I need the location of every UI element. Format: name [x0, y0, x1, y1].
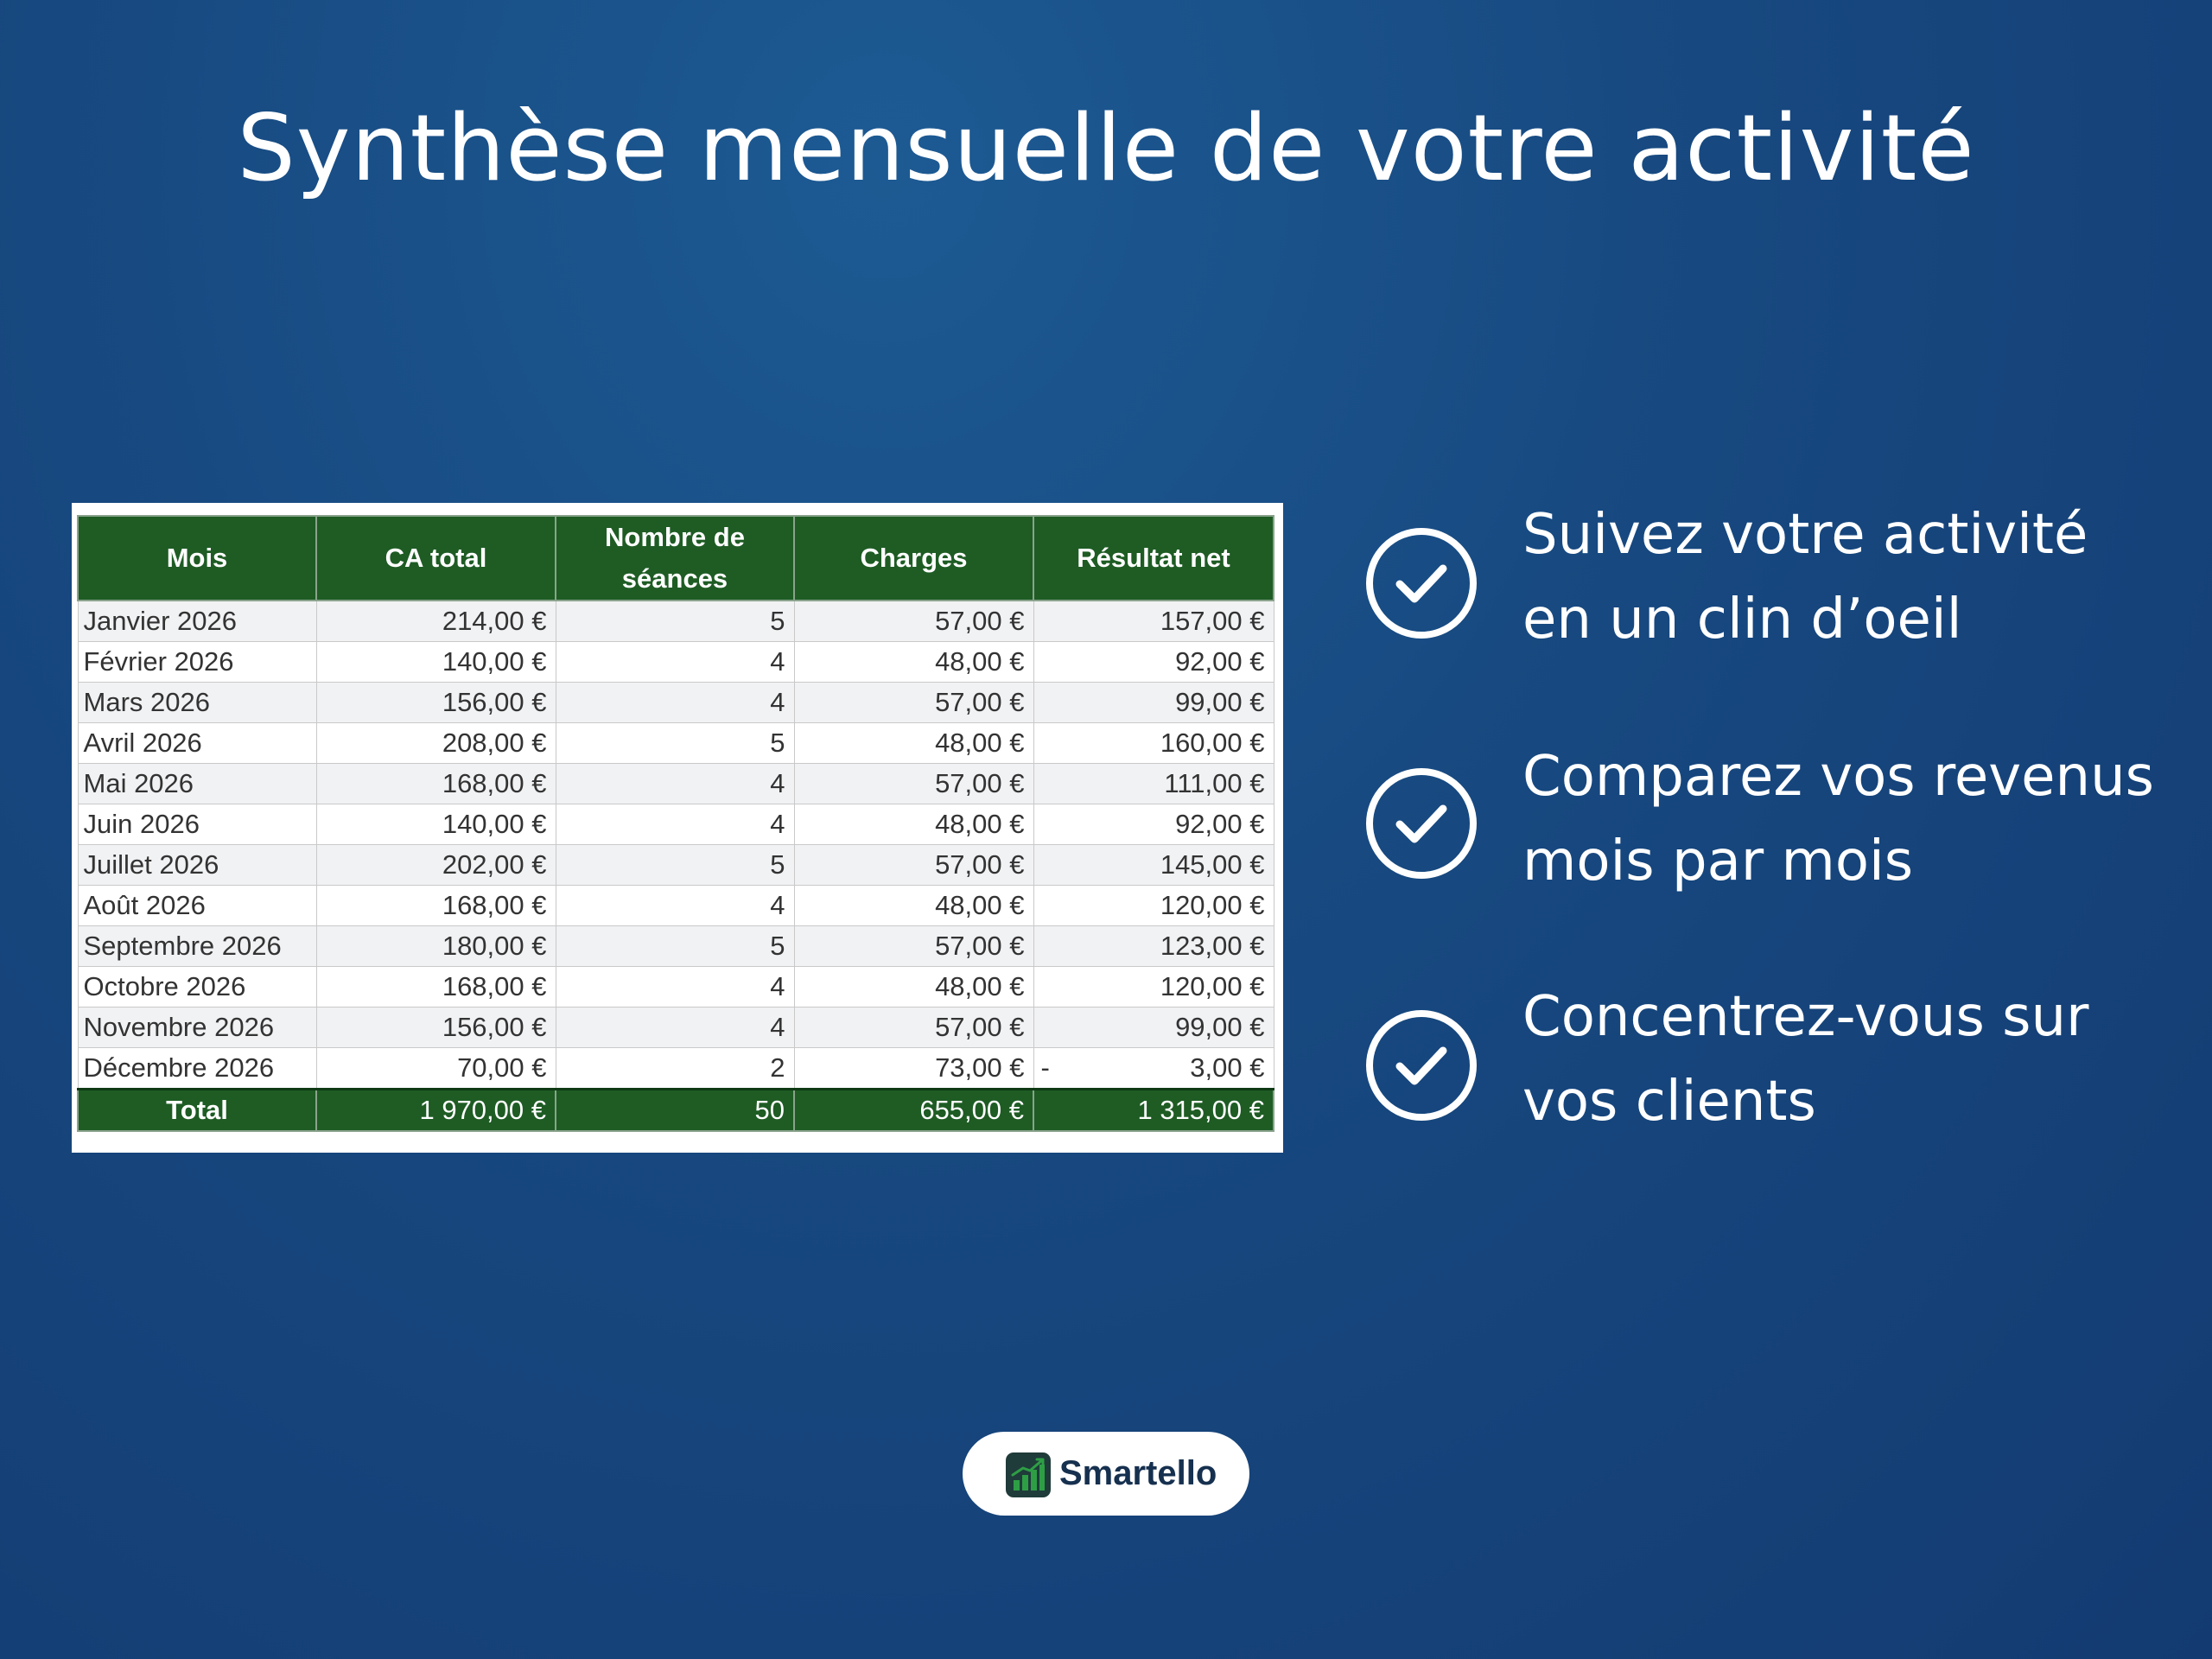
cell-resultat-net	[1033, 723, 1274, 764]
cell-sessions: 5	[556, 926, 794, 967]
net-value: 120,00 €	[1160, 890, 1265, 920]
cell-sessions: 4	[556, 886, 794, 926]
feature-item-3	[1365, 983, 2195, 1156]
table-header-row	[78, 516, 1274, 601]
cell-ca-total: 202,00 €	[316, 845, 556, 886]
monthly-summary-table	[77, 515, 1274, 1132]
net-value: 160,00 €	[1160, 728, 1265, 758]
cell-month: Juillet 2026	[78, 845, 316, 886]
cell-ca-total: 156,00 €	[316, 683, 556, 723]
cell-ca-total: 180,00 €	[316, 926, 556, 967]
check-circle-icon	[1365, 1009, 1478, 1122]
cell-ca-total: 70,00 €	[316, 1048, 556, 1090]
table-row	[78, 601, 1274, 642]
total-net: 1 315,00 €	[1033, 1090, 1274, 1132]
cell-ca-total: 208,00 €	[316, 723, 556, 764]
net-value: 92,00 €	[1175, 809, 1265, 839]
net-value: 157,00 €	[1160, 606, 1265, 636]
cell-resultat-net	[1033, 967, 1274, 1007]
cell-charges: 57,00 €	[794, 764, 1033, 804]
table-row	[78, 683, 1274, 723]
feature-text-1	[1522, 493, 2088, 662]
net-value: 120,00 €	[1160, 971, 1265, 1001]
header-nombre-seances: Nombre de séances	[556, 516, 794, 601]
total-ca: 1 970,00 €	[316, 1090, 556, 1132]
feature-line: Suivez votre activité	[1522, 503, 2088, 567]
cell-sessions: 4	[556, 642, 794, 683]
cell-ca-total: 168,00 €	[316, 764, 556, 804]
net-value: 92,00 €	[1175, 646, 1265, 677]
table-row	[78, 967, 1274, 1007]
cell-month: Février 2026	[78, 642, 316, 683]
table-row	[78, 804, 1274, 845]
net-value: 111,00 €	[1164, 768, 1265, 798]
total-label: Total	[78, 1090, 316, 1132]
table-row	[78, 926, 1274, 967]
cell-month: Mai 2026	[78, 764, 316, 804]
cell-resultat-net	[1033, 926, 1274, 967]
total-sessions: 50	[556, 1090, 794, 1132]
cell-month: Août 2026	[78, 886, 316, 926]
cell-charges: 57,00 €	[794, 845, 1033, 886]
net-value: 99,00 €	[1175, 1012, 1265, 1042]
net-value: 99,00 €	[1175, 687, 1265, 717]
cell-charges: 48,00 €	[794, 886, 1033, 926]
table-row	[78, 764, 1274, 804]
cell-sessions: 4	[556, 1007, 794, 1048]
cell-sessions: 4	[556, 967, 794, 1007]
bar-chart-growth-icon	[1006, 1452, 1051, 1497]
table-total-row	[78, 1090, 1274, 1132]
cell-charges: 57,00 €	[794, 601, 1033, 642]
feature-line: Concentrez-vous sur	[1522, 985, 2089, 1049]
cell-sessions: 4	[556, 683, 794, 723]
cell-month: Avril 2026	[78, 723, 316, 764]
feature-line: mois par mois	[1522, 830, 1914, 893]
cell-month: Janvier 2026	[78, 601, 316, 642]
feature-line: vos clients	[1522, 1070, 1816, 1134]
net-value: 3,00 €	[1190, 1052, 1265, 1083]
check-circle-icon	[1365, 527, 1478, 639]
cell-charges: 48,00 €	[794, 967, 1033, 1007]
header-mois: Mois	[78, 516, 316, 601]
brand-logo-pill	[963, 1432, 1249, 1516]
cell-resultat-net	[1033, 764, 1274, 804]
cell-resultat-net	[1033, 601, 1274, 642]
cell-ca-total: 168,00 €	[316, 886, 556, 926]
feature-line: en un clin d’oeil	[1522, 588, 1962, 652]
feature-item-2	[1365, 743, 2195, 916]
cell-month: Septembre 2026	[78, 926, 316, 967]
cell-ca-total: 168,00 €	[316, 967, 556, 1007]
cell-charges: 48,00 €	[794, 642, 1033, 683]
table-row	[78, 723, 1274, 764]
cell-charges: 57,00 €	[794, 1007, 1033, 1048]
cell-ca-total: 140,00 €	[316, 642, 556, 683]
table-row	[78, 642, 1274, 683]
table-body	[78, 601, 1274, 1090]
cell-sessions: 4	[556, 764, 794, 804]
page-title: Synthèse mensuelle de votre activité	[237, 95, 1975, 201]
total-charges: 655,00 €	[794, 1090, 1033, 1132]
cell-sessions: 5	[556, 723, 794, 764]
header-resultat-net: Résultat net	[1033, 516, 1274, 601]
cell-sessions: 5	[556, 601, 794, 642]
check-circle-icon	[1365, 767, 1478, 880]
cell-resultat-net	[1033, 845, 1274, 886]
cell-resultat-net	[1033, 683, 1274, 723]
cell-sessions: 2	[556, 1048, 794, 1090]
cell-month: Décembre 2026	[78, 1048, 316, 1090]
cell-charges: 57,00 €	[794, 926, 1033, 967]
cell-resultat-net	[1033, 886, 1274, 926]
cell-sessions: 5	[556, 845, 794, 886]
cell-month: Mars 2026	[78, 683, 316, 723]
cell-sessions: 4	[556, 804, 794, 845]
cell-charges: 73,00 €	[794, 1048, 1033, 1090]
feature-item-1	[1365, 501, 2195, 674]
feature-line: Comparez vos revenus	[1522, 745, 2154, 809]
header-charges: Charges	[794, 516, 1033, 601]
table-row	[78, 1007, 1274, 1048]
cell-ca-total: 214,00 €	[316, 601, 556, 642]
summary-table-frame	[72, 503, 1283, 1153]
cell-resultat-net	[1033, 1048, 1274, 1090]
cell-charges: 57,00 €	[794, 683, 1033, 723]
table-row	[78, 1048, 1274, 1090]
cell-charges: 48,00 €	[794, 804, 1033, 845]
net-value: 123,00 €	[1160, 931, 1265, 961]
net-value: 145,00 €	[1160, 849, 1265, 880]
brand-name: Smartello	[1059, 1454, 1217, 1492]
cell-resultat-net	[1033, 1007, 1274, 1048]
cell-ca-total: 156,00 €	[316, 1007, 556, 1048]
cell-resultat-net	[1033, 642, 1274, 683]
feature-text-2	[1522, 734, 2154, 904]
cell-charges: 48,00 €	[794, 723, 1033, 764]
cell-month: Octobre 2026	[78, 967, 316, 1007]
feature-text-3	[1522, 975, 2088, 1144]
cell-resultat-net	[1033, 804, 1274, 845]
table-row	[78, 886, 1274, 926]
table-row	[78, 845, 1274, 886]
header-ca-total: CA total	[316, 516, 556, 601]
cell-ca-total: 140,00 €	[316, 804, 556, 845]
cell-month: Juin 2026	[78, 804, 316, 845]
negative-sign: -	[1040, 1052, 1050, 1083]
cell-month: Novembre 2026	[78, 1007, 316, 1048]
